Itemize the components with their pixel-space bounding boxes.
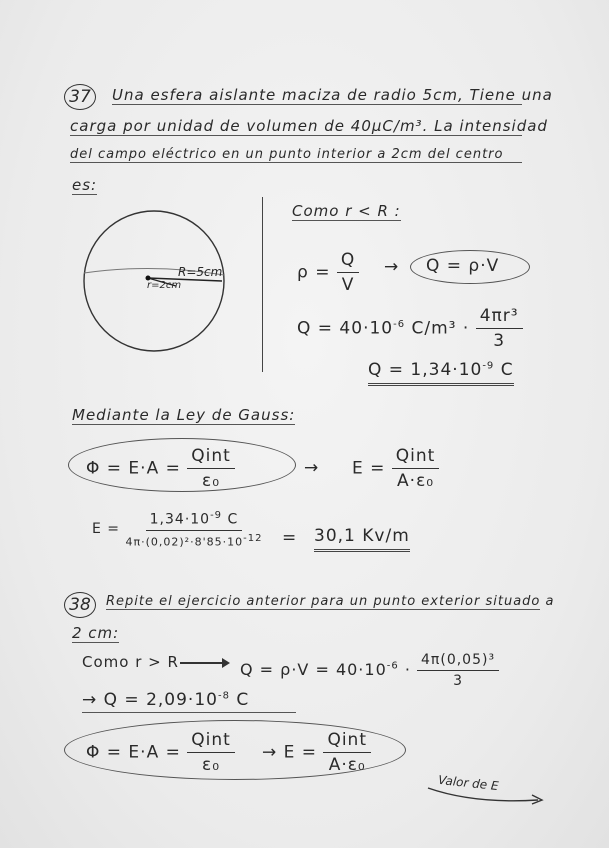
p38-statement-line-1: Repite el ejercicio anterior para un punto exterior situado a <box>106 594 555 609</box>
p37-arrow-2: → <box>304 458 320 478</box>
p37-e-equals: = <box>282 528 298 548</box>
p37-q-substitution: $Q = 40\cdot 10^{-6}$ C/m³ · $\frac{\text{4πr³}}{3}$ <box>297 306 523 351</box>
p37-statement-line-2: carga por unidad de volumen de 40µC/m³. La intensidad <box>70 117 548 135</box>
sphere-point-label: r=2cm <box>147 280 182 291</box>
p38-q-result: → $Q = 2,09\cdot 10^{-8}$ C <box>82 690 296 713</box>
p37-statement-line-4: es: <box>72 176 98 194</box>
p38-valor-arrow <box>424 784 548 808</box>
p38-long-arrow <box>180 662 224 664</box>
p37-phi-equation: Φ = E·A = $\frac{\text{Qint}}{\text{ε₀}}$ <box>86 446 235 491</box>
p37-arrow-1: → <box>384 257 400 277</box>
p38-q-equation: $Q = \rho\cdot V = 40\cdot 10^{-6}$ · $\frac{\text{4π(0,05)³}}{3}$ <box>240 652 499 689</box>
p38-valor-de-e: Valor de E <box>437 772 500 794</box>
p37-rho-equation: ρ = $\frac{Q}{V}$ <box>297 250 359 295</box>
p37-como-heading: Como r < R : <box>292 202 401 220</box>
p37-statement-line-3: del campo eléctrico en un punto interior a 2cm del centro <box>70 147 522 163</box>
p38-long-arrow-head <box>222 658 230 668</box>
p38-e-equation: → E = $\frac{\text{Qint}}{\text{A·ε₀}}$ <box>262 730 371 775</box>
p37-e-numeric: E = $\frac{1,34\cdot 10^{-9} C}{4\pi\cdot(0,02)^2\cdot 8'85\cdot 10^{-12}}$ <box>92 510 263 549</box>
vertical-divider <box>262 197 263 372</box>
p37-e-equation: E = $\frac{\text{Qint}}{\text{A·ε₀}}$ <box>352 446 439 491</box>
p38-como: Como r > R <box>82 653 179 671</box>
problem-37-number: 37 <box>64 84 96 110</box>
p37-q-result: $Q = 1,34\cdot 10^{-9}$ C <box>368 360 514 386</box>
p37-e-result: 30,1 Kv/m <box>314 526 410 552</box>
p37-q-equation-boxed: Q = ρ·V <box>426 256 500 276</box>
sphere-radius-label: R=5cm <box>178 265 223 279</box>
p37-gauss-heading: Mediante la Ley de Gauss: <box>72 406 296 424</box>
p38-phi-equation: Φ = E·A = $\frac{\text{Qint}}{\text{ε₀}}$ <box>86 730 235 775</box>
p38-statement-line-2: 2 cm: <box>72 624 120 642</box>
problem-38-number: 38 <box>64 592 96 618</box>
p37-statement-line-1: Una esfera aislante maciza de radio 5cm, Tiene una <box>112 86 553 104</box>
